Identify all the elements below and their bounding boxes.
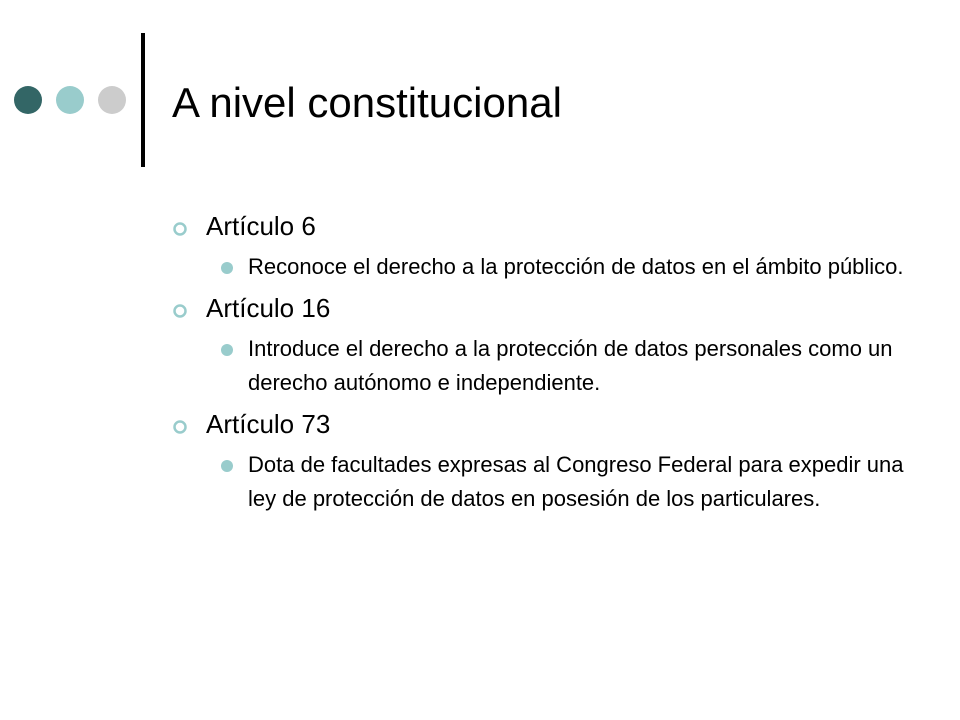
decorative-dots	[14, 86, 126, 114]
ring-bullet-icon	[172, 303, 188, 319]
sub-bullet-item	[248, 448, 912, 516]
sub-bullet-text: Reconoce el derecho a la protección de datos en el ámbito público.	[248, 254, 904, 279]
dot-bullet-icon	[221, 262, 233, 274]
ring-bullet-icon	[172, 221, 188, 237]
bullet-heading: Artículo 73	[206, 409, 331, 439]
dot-bullet-icon	[221, 344, 233, 356]
sub-bullet-item	[248, 332, 912, 400]
bullet-heading: Artículo 6	[206, 211, 316, 241]
dot-dark-icon	[14, 86, 42, 114]
bullet-item-articulo-73	[172, 404, 912, 444]
ring-bullet-icon	[172, 419, 188, 435]
slide-title: A nivel constitucional	[172, 79, 562, 126]
dot-gray-icon	[98, 86, 126, 114]
sub-bullet-text: Introduce el derecho a la protección de datos personales como un derecho autónomo e independiente.	[248, 336, 893, 395]
slide-content	[172, 206, 912, 520]
bullet-item-articulo-6	[172, 206, 912, 246]
title-divider	[141, 33, 145, 167]
sub-bullet-item	[248, 250, 912, 284]
bullet-item-articulo-16	[172, 288, 912, 328]
bullet-heading: Artículo 16	[206, 293, 331, 323]
dot-bullet-icon	[221, 460, 233, 472]
dot-teal-icon	[56, 86, 84, 114]
sub-bullet-text: Dota de facultades expresas al Congreso Federal para expedir una ley de protección de datos en posesión de los particulares.	[248, 452, 904, 511]
